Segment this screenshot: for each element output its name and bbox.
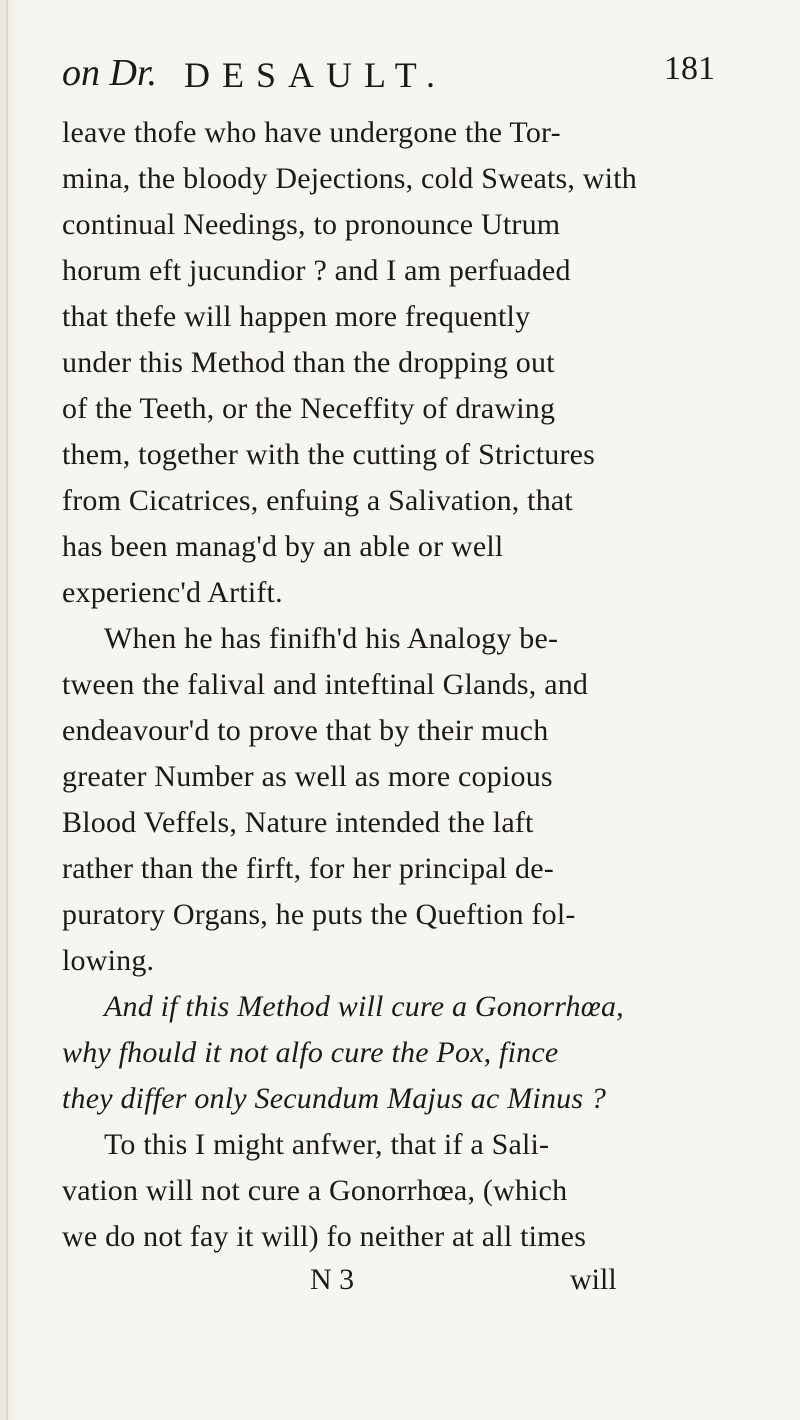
text-line: has been manag'd by an able or well [62,530,504,563]
quotation-line: they differ only Secundum Majus ac Minus ? [62,1082,607,1115]
text-line: continual Needings, to pronounce Utrum [62,208,561,241]
signature-mark: N 3 [310,1263,355,1296]
body-text [62,110,752,1300]
page-header [62,48,762,108]
text-line: we do not fay it will) fo neither at all times [62,1220,587,1253]
text-line: Blood Veffels, Nature intended the laft [62,806,534,839]
text-line: them, together with the cutting of Strictures [62,438,596,471]
text-line: under this Method than the dropping out [62,346,555,379]
text-line: tween the falival and inteftinal Glands, and [62,668,589,701]
text-line: of the Teeth, or the Neceffity of drawing [62,392,556,425]
text-line: leave thofe who have undergone the Tor- [62,116,561,149]
text-line: vation will not cure a Gonorrhœa, (which [62,1174,568,1207]
text-line: rather than the firft, for her principal de- [62,852,554,885]
quotation-line: why fhould it not alfo cure the Pox, fince [62,1036,559,1069]
text-line: greater Number as well as more copious [62,760,553,793]
quotation-line: And if this Method will cure a Gonorrhœa, [104,990,624,1023]
text-line: experienc'd Artift. [62,576,283,609]
text-line: lowing. [62,944,155,977]
text-line: puratory Organs, he puts the Queftion fol- [62,898,576,931]
text-line: from Cicatrices, enfuing a Salivation, that [62,484,573,517]
text-line: horum eft jucundior ? and I am perfuaded [62,254,571,287]
running-head-name: DESAULT. [184,55,448,95]
page-gutter [6,0,8,1420]
page-footer [62,1260,752,1300]
paragraph-start-line: To this I might anfwer, that if a Sali- [104,1128,550,1161]
paragraph-start-line: When he has finifh'd his Analogy be- [104,622,559,655]
text-line: endeavour'd to prove that by their much [62,714,549,747]
running-head-prefix: on Dr. [62,52,158,94]
page-number: 181 [664,50,715,87]
text-line: mina, the bloody Dejections, cold Sweats, with [62,162,637,195]
catchword: will [570,1263,617,1296]
text-line: that thefe will happen more frequently [62,300,531,333]
